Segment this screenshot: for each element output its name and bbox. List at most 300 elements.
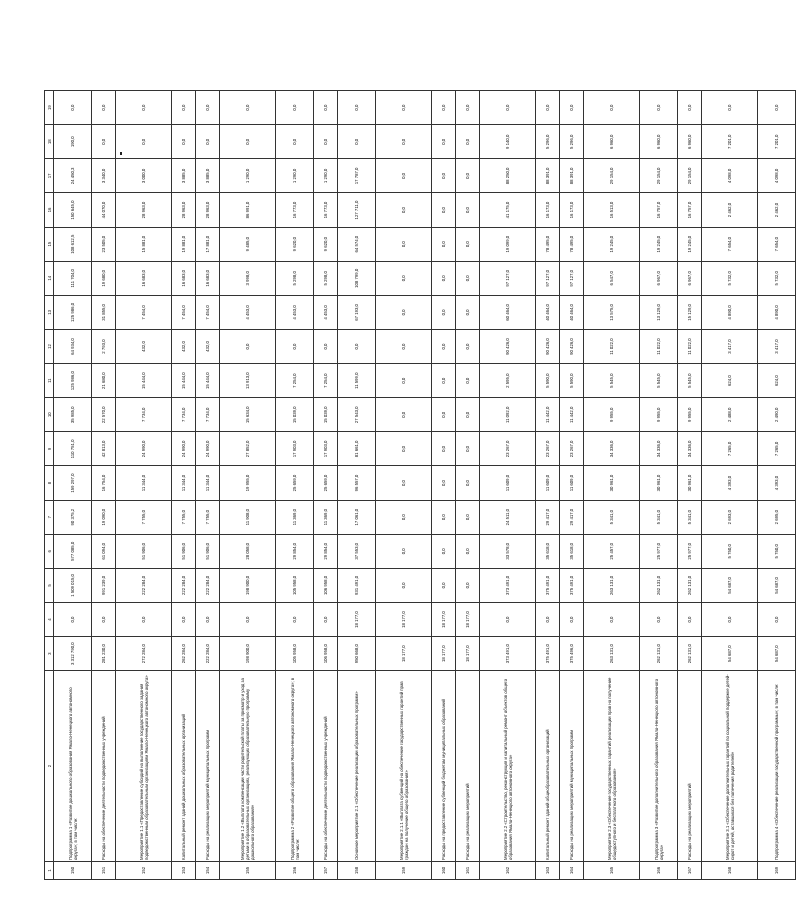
value-cell: 0,0 [338,125,376,159]
value-cell: 11 092,0 [480,398,536,432]
value-cell: 2 462,0 [758,193,796,227]
value-cell: 0,0 [196,91,220,125]
value-cell: 25 659,0 [276,466,314,500]
row-description: Расходы на обеспечение деятельности подведомственных учреждений [92,671,116,862]
value-cell: 375 491,0 [560,568,584,602]
row-description: Мероприятие 2.2 «Строительство, реконструкция и капитальный ремонт объектов общего образования Ямало-Ненецкого автономного округа» [480,671,536,862]
value-cell: 624,0 [702,364,758,398]
budget-table-container [44,90,779,880]
value-cell: 17 061,0 [338,500,376,534]
row-description: Капитальный ремонт зданий общеобразовательных организаций [536,671,560,862]
value-cell: 5 341,0 [640,500,678,534]
value-cell: 0,0 [702,602,758,636]
value-cell: 15 444,0 [196,364,220,398]
value-cell: 15 129,0 [678,295,702,329]
value-cell: 9 140,0 [480,125,536,159]
table-row [220,91,276,880]
value-cell: 88 391,0 [536,159,560,193]
value-cell: 0,0 [584,91,640,125]
value-cell: 0,0 [456,329,480,363]
value-cell: 125 986,0 [54,295,92,329]
value-cell: 0,0 [758,602,796,636]
row-number: 153 [172,861,196,879]
value-cell: 15 881,0 [116,227,172,261]
value-cell: 0,0 [480,91,536,125]
column-number-4: 4 [45,602,54,636]
value-cell: 0,0 [92,91,116,125]
column-number-3: 3 [45,637,54,671]
value-cell: 81 661,0 [338,432,376,466]
value-cell: 18 177,0 [338,602,376,636]
table-row [758,91,796,880]
row-number: 165 [584,861,640,879]
value-cell: 67 193,0 [338,295,376,329]
value-cell: 23 267,0 [480,432,536,466]
value-cell: 6 960,0 [678,125,702,159]
value-cell: 0,0 [172,125,196,159]
value-cell: 0,0 [432,261,456,295]
value-cell: 90 375,2 [54,500,92,534]
value-cell: 5 545,0 [678,364,702,398]
row-number: 151 [92,861,116,879]
value-cell: 0,0 [432,364,456,398]
value-cell: 2 793,0 [92,329,116,363]
value-cell: 16 173,0 [560,193,584,227]
table-row [276,91,314,880]
table-row [338,91,376,880]
value-cell: 0,0 [456,91,480,125]
value-cell: 7 454,0 [116,295,172,329]
value-cell: 90 426,0 [536,329,560,363]
value-cell: 0,0 [314,329,338,363]
table-row [480,91,536,880]
value-cell: 51 906,0 [196,534,220,568]
value-cell: 0,0 [314,602,338,636]
value-cell: 0,0 [640,91,678,125]
value-cell: 61 094,0 [92,534,116,568]
value-cell: 262 131,0 [678,637,702,671]
row-number: 168 [702,861,758,879]
column-number-14: 14 [45,261,54,295]
value-cell: 33 578,0 [480,534,536,568]
column-number-row [45,91,54,880]
value-cell: 30 961,0 [584,466,640,500]
value-cell: 2 595,0 [480,364,536,398]
value-cell: 0,0 [54,91,92,125]
value-cell: 105 958,0 [276,568,314,602]
value-cell: 35 618,0 [560,534,584,568]
value-cell: 5 545,0 [584,364,640,398]
value-cell: 16 683,0 [116,261,172,295]
value-cell: 16 757,0 [640,193,678,227]
value-cell: 262 131,0 [640,568,678,602]
column-number-2: 2 [45,671,54,862]
row-number: 167 [678,861,702,879]
value-cell: 3 417,0 [702,329,758,363]
value-cell: 17 903,0 [276,432,314,466]
row-number: 169 [758,861,796,879]
value-cell: 950 668,0 [338,637,376,671]
value-cell: 7 654,0 [702,227,758,261]
value-cell: 0,0 [432,432,456,466]
value-cell: 23 267,0 [560,432,584,466]
value-cell: 0,0 [376,91,432,125]
value-cell: 24 990,0 [116,432,172,466]
value-cell: 34 336,0 [584,432,640,466]
value-cell: 17 903,0 [314,432,338,466]
value-cell: 3 312 790,0 [54,637,92,671]
value-cell: 24 990,0 [172,432,196,466]
value-cell: 7 254,0 [314,364,338,398]
value-cell: 375 491,0 [536,637,560,671]
row-number: 150 [54,861,92,879]
value-cell: 190,0 [54,125,92,159]
column-number-8: 8 [45,466,54,500]
value-cell: 0,0 [376,159,432,193]
value-cell: 0,0 [456,432,480,466]
row-number: 155 [220,861,276,879]
value-cell: 108 799,0 [338,261,376,295]
row-description: Мероприятие 2.1.1 «Выплата субвенций на обеспечение государственных гарантий прав граждан на получение общего образования» [376,671,432,862]
value-cell: 54 687,0 [702,568,758,602]
value-cell: 198 900,0 [220,568,276,602]
value-cell: 0,0 [376,568,432,602]
value-cell: 2 488,0 [702,398,758,432]
column-number-5: 5 [45,568,54,602]
row-description: Расходы на реализацию мероприятий муниципальных программ [196,671,220,862]
table-row [196,91,220,880]
value-cell: 1 290,0 [276,159,314,193]
value-cell: 263 131,0 [584,568,640,602]
value-cell: 1 290,0 [314,159,338,193]
value-cell: 6 967,0 [640,261,678,295]
value-cell: 29 854,0 [314,534,338,568]
value-cell: 19 090,0 [92,500,116,534]
value-cell: 931 491,0 [338,568,376,602]
column-number-15: 15 [45,227,54,261]
value-cell: 11 599,0 [338,364,376,398]
value-cell: 5 732,0 [702,261,758,295]
rotated-document-sheet [44,90,779,880]
value-cell: 432,0 [172,329,196,363]
row-description: Основное мероприятие 2.1 «Обеспечение реализации образовательных программ» [338,671,376,862]
row-description: Подпрограмма 4 «Обеспечение реализации государственной программы»; в том числе: [758,671,796,862]
row-description: Мероприятие 1.1 «Предоставление субсидий на выполнение государственного задания подведомственным образовательным организациям Ямало-Ненецкого автономного округа» [116,671,172,862]
value-cell: 18 177,0 [432,602,456,636]
value-cell: 3 885,0 [172,159,196,193]
value-cell: 25 977,0 [640,534,678,568]
value-cell: 0,0 [172,91,196,125]
value-cell: 7 734,0 [196,398,220,432]
value-cell: 4 890,0 [758,295,796,329]
value-cell: 30 961,0 [640,466,678,500]
value-cell: 4 890,0 [702,295,758,329]
value-cell: 4 453,0 [276,295,314,329]
table-row [116,91,172,880]
value-cell: 18 177,0 [456,637,480,671]
value-cell: 375 491,0 [536,568,560,602]
value-cell: 90 426,0 [480,329,536,363]
value-cell: 0,0 [376,364,432,398]
value-cell: 262 284,0 [172,637,196,671]
value-cell: 7 201,0 [758,125,796,159]
value-cell: 60 464,0 [480,295,536,329]
value-cell: 27 543,0 [338,398,376,432]
value-cell: 5 341,0 [584,500,640,534]
value-cell: 0,0 [172,602,196,636]
value-cell: 2 490,0 [758,398,796,432]
value-cell: 3 000,0 [116,159,172,193]
table-row [92,91,116,880]
row-number: 159 [376,861,432,879]
row-description: Расходы на реализацию мероприятий муниципальных программ [560,671,584,862]
value-cell: 281 230,0 [92,637,116,671]
value-cell: 0,0 [456,500,480,534]
value-cell: 9 955,0 [640,398,678,432]
value-cell: 11 369,0 [276,500,314,534]
value-cell: 0,0 [376,500,432,534]
value-cell: 64 934,0 [54,329,92,363]
value-cell: 40 464,0 [536,295,560,329]
value-cell: 5 296,0 [560,125,584,159]
table-row [314,91,338,880]
value-cell: 0,0 [584,602,640,636]
value-cell: 23 505,0 [92,227,116,261]
value-cell: 0,0 [276,125,314,159]
value-cell: 54 687,0 [758,568,796,602]
value-cell: 15 039,0 [314,398,338,432]
row-description: Подпрограмма 3 «Развитие дополнительного образования Ямало-Ненецкого автономного округа» [640,671,678,862]
value-cell: 0,0 [432,193,456,227]
table-row [584,91,640,880]
value-cell: 1 290,0 [220,159,276,193]
value-cell: 222 284,0 [196,637,220,671]
value-cell: 0,0 [536,91,560,125]
value-cell: 18 177,0 [432,637,456,671]
column-number-1: 1 [45,861,54,879]
budget-table [44,90,796,880]
value-cell: 35 618,0 [536,534,560,568]
column-number-12: 12 [45,329,54,363]
value-cell: 373 491,0 [480,637,536,671]
value-cell: 34 336,0 [640,432,678,466]
value-cell: 105 958,0 [276,637,314,671]
value-cell: 0,0 [220,125,276,159]
value-cell: 7 265,0 [702,432,758,466]
value-cell: 24 990,0 [196,432,220,466]
value-cell: 0,0 [432,568,456,602]
value-cell: 106 958,0 [314,637,338,671]
value-cell: 263 131,0 [584,637,640,671]
value-cell: 51 906,0 [172,534,196,568]
value-cell: 11 609,0 [560,466,584,500]
value-cell: 0,0 [116,602,172,636]
value-cell: 108 612,5 [54,227,92,261]
value-cell: 16 773,0 [314,193,338,227]
value-cell: 11 344,0 [196,466,220,500]
value-cell: 0,0 [376,329,432,363]
value-cell: 0,0 [560,91,584,125]
value-cell: 0,0 [432,125,456,159]
row-description: Мероприятие 1.2 «Выплата компенсации части родительской платы за присмотр и уход за детьми в образовательных организациях, реализующих образовательную программу дошкольного образования» [220,671,276,862]
value-cell: 42 813,0 [92,432,116,466]
value-cell: 0,0 [220,329,276,363]
value-cell: 150 645,0 [54,193,92,227]
value-cell: 0,0 [456,295,480,329]
value-cell: 5 545,0 [640,364,678,398]
value-cell: 0,0 [456,568,480,602]
column-number-16: 16 [45,193,54,227]
row-number: 154 [196,861,220,879]
value-cell: 0,0 [432,295,456,329]
value-cell: 2 462,0 [702,193,758,227]
row-number: 161 [456,861,480,879]
value-cell: 0,0 [376,227,432,261]
value-cell: 40 464,0 [560,295,584,329]
value-cell: 7 734,0 [116,398,172,432]
value-cell: 159 297,0 [54,466,92,500]
table-row [678,91,702,880]
value-cell: 0,0 [338,91,376,125]
column-number-10: 10 [45,398,54,432]
value-cell: 0,0 [432,91,456,125]
value-cell: 0,0 [432,227,456,261]
value-cell: 44 070,0 [92,193,116,227]
value-cell: 64 574,0 [338,227,376,261]
table-row [640,91,678,880]
value-cell: 15 444,0 [116,364,172,398]
value-cell: 11 442,0 [560,398,584,432]
value-cell: 0,0 [678,602,702,636]
value-cell: 22 570,0 [92,398,116,432]
value-cell: 29 854,0 [276,534,314,568]
value-cell: 15 444,0 [172,364,196,398]
value-cell: 0,0 [432,500,456,534]
value-cell: 5 750,0 [758,534,796,568]
value-cell: 11 022,0 [678,329,702,363]
value-cell: 4 453,0 [314,295,338,329]
value-cell: 577 085,0 [54,534,92,568]
value-cell: 0,0 [432,534,456,568]
row-description: Мероприятие 3.1 «Обеспечение дополнительных гарантий по социальной поддержке детей-сирот и детей, оставшихся без попечения родителей» [702,671,758,862]
row-number: 156 [276,861,314,879]
row-description: Расходы на предоставление субвенций бюджетам муниципальных образований [432,671,456,862]
value-cell: 5 296,0 [536,125,560,159]
row-number: 152 [116,861,172,879]
value-cell: 16 683,0 [172,261,196,295]
value-cell: 0,0 [92,602,116,636]
row-description: Капитальный ремонт зданий дошкольных образовательных организаций [172,671,196,862]
value-cell: 4 098,0 [758,159,796,193]
value-cell: 0,0 [376,193,432,227]
value-cell: 5 590,0 [536,364,560,398]
value-cell: 29 154,0 [584,159,640,193]
value-cell: 13 575,0 [584,295,640,329]
value-cell: 17 787,0 [338,159,376,193]
value-cell: 16 757,0 [678,193,702,227]
value-cell: 0,0 [276,91,314,125]
column-number-9: 9 [45,432,54,466]
value-cell: 0,0 [196,125,220,159]
value-cell: 23 267,0 [536,432,560,466]
value-cell: 198 900,0 [220,637,276,671]
value-cell: 97 127,0 [560,261,584,295]
value-cell: 0,0 [456,159,480,193]
value-cell: 432,0 [196,329,220,363]
value-cell: 0,0 [432,159,456,193]
value-cell: 6 960,0 [584,125,640,159]
value-cell: 375 496,0 [560,637,584,671]
value-cell: 0,0 [314,125,338,159]
value-cell: 28 963,0 [172,193,196,227]
value-cell: 0,0 [702,91,758,125]
value-cell: 9 955,0 [678,398,702,432]
value-cell: 11 344,0 [116,466,172,500]
value-cell: 0,0 [456,398,480,432]
value-cell: 13 129,0 [640,295,678,329]
value-cell: 78 495,0 [560,227,584,261]
value-cell: 110 751,0 [54,432,92,466]
value-cell: 88 391,0 [560,159,584,193]
value-cell: 11 609,0 [480,466,536,500]
value-cell: 0,0 [276,602,314,636]
row-number: 158 [338,861,376,879]
value-cell: 86 991,0 [220,193,276,227]
value-cell: 0,0 [376,466,432,500]
value-cell: 5 298,0 [276,261,314,295]
value-cell: 13 913,0 [220,364,276,398]
value-cell: 78 495,0 [536,227,560,261]
value-cell: 0,0 [456,534,480,568]
value-cell: 125 986,0 [54,364,92,398]
value-cell: 27 852,0 [220,432,276,466]
column-number-17: 17 [45,159,54,193]
value-cell: 5 341,0 [678,500,702,534]
value-cell: 0,0 [456,227,480,261]
value-cell: 0,0 [456,364,480,398]
row-number: 160 [432,861,456,879]
value-cell: 88 250,0 [480,159,536,193]
value-cell: 25 659,0 [314,466,338,500]
value-cell: 25 977,0 [678,534,702,568]
value-cell: 16 513,0 [584,193,640,227]
value-cell: 4 098,0 [702,159,758,193]
value-cell: 15 039,0 [276,398,314,432]
value-cell: 0,0 [54,602,92,636]
value-cell: 28 058,0 [220,534,276,568]
value-cell: 0,0 [758,91,796,125]
value-cell: 19 245,0 [640,227,678,261]
value-cell: 7 755,0 [172,500,196,534]
value-cell: 5 298,0 [314,261,338,295]
value-cell: 16 683,0 [196,261,220,295]
value-cell: 7 454,0 [172,295,196,329]
table-row [54,91,92,880]
value-cell: 0,0 [220,602,276,636]
value-cell: 30 961,0 [678,466,702,500]
table-row [702,91,758,880]
value-cell: 373 491,0 [480,568,536,602]
value-cell: 0,0 [376,125,432,159]
table-row [536,91,560,880]
value-cell: 5 590,0 [560,364,584,398]
value-cell: 0,0 [376,432,432,466]
value-cell: 18 177,0 [456,602,480,636]
table-row [432,91,456,880]
value-cell: 7 755,0 [116,500,172,534]
column-number-19: 19 [45,91,54,125]
value-cell: 4 453,0 [220,295,276,329]
